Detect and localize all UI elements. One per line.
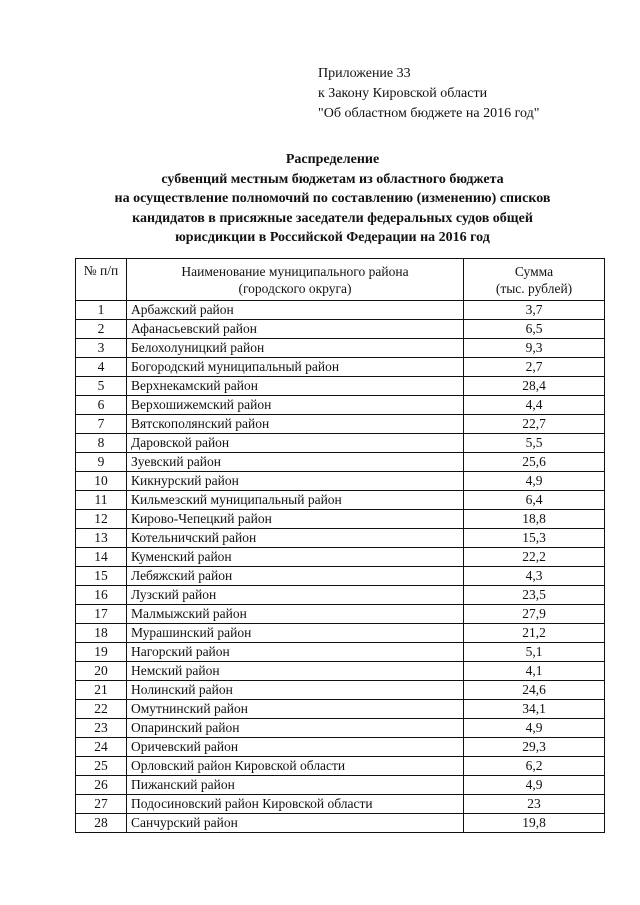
table-row <box>76 396 605 415</box>
header-name-line-2: (городского округа) <box>238 280 352 296</box>
table-row <box>76 510 605 529</box>
row-district-name: Опаринский район <box>127 719 464 738</box>
header-sum-line-2: (тыс. рублей) <box>495 280 573 296</box>
row-number: 25 <box>76 757 127 776</box>
row-amount: 21,2 <box>464 624 605 643</box>
row-amount: 23 <box>464 795 605 814</box>
table-row <box>76 548 605 567</box>
header-sum <box>464 259 605 301</box>
row-district-name: Санчурский район <box>127 814 464 833</box>
row-amount: 6,2 <box>464 757 605 776</box>
table-row <box>76 377 605 396</box>
row-amount: 34,1 <box>464 700 605 719</box>
annex-budget: "Об областном бюджете на 2016 год" <box>318 106 540 121</box>
row-district-name: Зуевский район <box>127 453 464 472</box>
row-number: 19 <box>76 643 127 662</box>
row-amount: 3,7 <box>464 301 605 320</box>
row-amount: 4,3 <box>464 567 605 586</box>
row-number: 7 <box>76 415 127 434</box>
annex-reference <box>318 64 539 124</box>
row-number: 5 <box>76 377 127 396</box>
table-row <box>76 301 605 320</box>
row-district-name: Омутнинский район <box>127 700 464 719</box>
row-amount: 6,4 <box>464 491 605 510</box>
row-amount: 25,6 <box>464 453 605 472</box>
row-district-name: Верхнекамский район <box>127 377 464 396</box>
row-number: 13 <box>76 529 127 548</box>
row-district-name: Немский район <box>127 662 464 681</box>
row-district-name: Вятскополянский район <box>127 415 464 434</box>
row-amount: 5,5 <box>464 434 605 453</box>
table-row <box>76 719 605 738</box>
row-amount: 18,8 <box>464 510 605 529</box>
row-amount: 22,7 <box>464 415 605 434</box>
table-row <box>76 814 605 833</box>
row-amount: 29,3 <box>464 738 605 757</box>
table-row <box>76 320 605 339</box>
header-name-line-1: Наименование муниципального района <box>181 263 409 279</box>
row-number: 10 <box>76 472 127 491</box>
row-number: 26 <box>76 776 127 795</box>
row-number: 3 <box>76 339 127 358</box>
document-title <box>40 150 625 248</box>
row-district-name: Куменский район <box>127 548 464 567</box>
row-amount: 4,9 <box>464 776 605 795</box>
title-line-5: юрисдикции в Российской Федерации на 2016 год <box>175 230 490 245</box>
row-district-name: Оричевский район <box>127 738 464 757</box>
row-number: 22 <box>76 700 127 719</box>
table-row <box>76 567 605 586</box>
row-number: 21 <box>76 681 127 700</box>
row-number: 27 <box>76 795 127 814</box>
table-row <box>76 795 605 814</box>
row-number: 24 <box>76 738 127 757</box>
table-row <box>76 700 605 719</box>
row-number: 16 <box>76 586 127 605</box>
title-line-4: кандидатов в присяжные заседатели федеральных судов общей <box>132 210 533 226</box>
row-district-name: Мурашинский район <box>127 624 464 643</box>
title-line-3: на осуществление полномочий по составлению (изменению) списков <box>114 191 551 206</box>
row-number: 9 <box>76 453 127 472</box>
row-number: 14 <box>76 548 127 567</box>
table-row <box>76 662 605 681</box>
row-number: 15 <box>76 567 127 586</box>
table-row <box>76 453 605 472</box>
row-number: 12 <box>76 510 127 529</box>
row-number: 23 <box>76 719 127 738</box>
table-row <box>76 776 605 795</box>
table-row <box>76 681 605 700</box>
table-header-row <box>76 259 605 301</box>
row-district-name: Орловский район Кировской области <box>127 757 464 776</box>
table-row <box>76 472 605 491</box>
row-district-name: Лузский район <box>127 586 464 605</box>
row-district-name: Нолинский район <box>127 681 464 700</box>
row-number: 20 <box>76 662 127 681</box>
row-district-name: Котельничский район <box>127 529 464 548</box>
row-number: 6 <box>76 396 127 415</box>
row-district-name: Арбажский район <box>127 301 464 320</box>
row-amount: 4,1 <box>464 662 605 681</box>
row-amount: 5,1 <box>464 643 605 662</box>
row-number: 28 <box>76 814 127 833</box>
header-sum-line-1: Сумма <box>514 263 554 279</box>
subsidy-table <box>75 258 605 833</box>
row-amount: 4,9 <box>464 719 605 738</box>
row-district-name: Афанасьевский район <box>127 320 464 339</box>
row-number: 4 <box>76 358 127 377</box>
row-amount: 22,2 <box>464 548 605 567</box>
row-amount: 2,7 <box>464 358 605 377</box>
row-district-name: Пижанский район <box>127 776 464 795</box>
row-number: 18 <box>76 624 127 643</box>
header-number <box>76 259 127 301</box>
row-district-name: Лебяжский район <box>127 567 464 586</box>
row-number: 2 <box>76 320 127 339</box>
header-number-label: № п/п <box>83 263 119 278</box>
row-district-name: Нагорский район <box>127 643 464 662</box>
row-amount: 23,5 <box>464 586 605 605</box>
annex-number: Приложение 33 <box>318 66 411 81</box>
row-number: 17 <box>76 605 127 624</box>
row-district-name: Верхошижемский район <box>127 396 464 415</box>
table-row <box>76 586 605 605</box>
table-body <box>76 301 605 833</box>
row-amount: 28,4 <box>464 377 605 396</box>
row-amount: 6,5 <box>464 320 605 339</box>
table-row <box>76 434 605 453</box>
table-row <box>76 624 605 643</box>
table-row <box>76 491 605 510</box>
row-amount: 24,6 <box>464 681 605 700</box>
title-line-2: субвенций местным бюджетам из областного бюджета <box>161 171 504 187</box>
row-district-name: Подосиновский район Кировской области <box>127 795 464 814</box>
header-name <box>127 259 464 301</box>
annex-law: к Закону Кировской области <box>318 86 488 101</box>
row-district-name: Малмыжский район <box>127 605 464 624</box>
row-number: 1 <box>76 301 127 320</box>
row-district-name: Белохолуницкий район <box>127 339 464 358</box>
table-row <box>76 643 605 662</box>
row-district-name: Кирово-Чепецкий район <box>127 510 464 529</box>
table-row <box>76 339 605 358</box>
row-district-name: Кикнурский район <box>127 472 464 491</box>
table-row <box>76 605 605 624</box>
table-row <box>76 415 605 434</box>
row-district-name: Богородский муниципальный район <box>127 358 464 377</box>
row-amount: 4,9 <box>464 472 605 491</box>
row-amount: 19,8 <box>464 814 605 833</box>
table-row <box>76 738 605 757</box>
row-amount: 4,4 <box>464 396 605 415</box>
row-amount: 27,9 <box>464 605 605 624</box>
row-district-name: Даровской район <box>127 434 464 453</box>
row-amount: 15,3 <box>464 529 605 548</box>
title-line-1: Распределение <box>285 152 380 167</box>
table-row <box>76 529 605 548</box>
table-row <box>76 358 605 377</box>
table-row <box>76 757 605 776</box>
row-number: 11 <box>76 491 127 510</box>
row-number: 8 <box>76 434 127 453</box>
row-district-name: Кильмезский муниципальный район <box>127 491 464 510</box>
row-amount: 9,3 <box>464 339 605 358</box>
